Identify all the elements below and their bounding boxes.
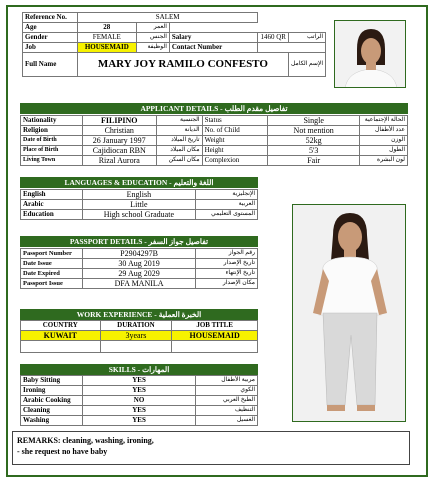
education-label: Education <box>21 210 83 220</box>
english-label: English <box>21 190 83 200</box>
skill-washing-ar: الغسيل <box>196 416 258 426</box>
applicant-details-table <box>20 115 408 166</box>
skill-ironing-ar: الكوي <box>196 386 258 396</box>
work-table <box>20 320 258 353</box>
town-label: Living Town <box>21 156 83 166</box>
languages-header: LANGUAGES & EDUCATION - اللغة والتعليم <box>20 177 258 188</box>
work-job: HOUSEMAID <box>172 331 258 341</box>
passport-issue-ar: مكان الإصدار <box>196 279 258 289</box>
date-expired-label: Date Expired <box>21 269 83 279</box>
ref-value: SALEM <box>77 13 258 23</box>
age-label: Age <box>23 23 78 33</box>
gender-label: Gender <box>23 33 78 43</box>
nationality-label: Nationality <box>21 116 83 126</box>
height-ar: الطول <box>359 146 407 156</box>
skill-cleaning-label: Cleaning <box>21 406 83 416</box>
pob-label: Place of Birth <box>21 146 83 156</box>
salary-ar: الراتب <box>288 33 325 43</box>
nationality-ar: الجنسية <box>156 116 202 126</box>
date-expired-ar: تاريخ الإنتهاء <box>196 269 258 279</box>
status-label: Status <box>202 116 268 126</box>
portrait-icon <box>335 21 406 88</box>
age-ar: العمر <box>136 23 169 33</box>
age-value: 28 <box>77 23 136 33</box>
religion-value: Christian <box>82 126 156 136</box>
skill-ironing-value: YES <box>82 386 195 396</box>
top-info-table <box>22 12 326 77</box>
name-ar: الإسم الكامل <box>288 53 325 77</box>
skill-cleaning-value: YES <box>82 406 195 416</box>
skill-washing-value: YES <box>82 416 195 426</box>
date-issue-value: 30 Aug 2019 <box>82 259 195 269</box>
arabic-ar: العربية <box>196 200 258 210</box>
work-country: KUWAIT <box>21 331 101 341</box>
status-value: Single <box>268 116 360 126</box>
remarks-line-2: - she request no have baby <box>17 447 108 456</box>
passport-number-ar: رقم الجواز <box>196 249 258 259</box>
town-ar: مكان السكن <box>156 156 202 166</box>
passport-issue-label: Passport Issue <box>21 279 83 289</box>
gender-ar: الجنس <box>136 33 169 43</box>
date-issue-ar: تاريخ الإصدار <box>196 259 258 269</box>
height-label: Height <box>202 146 268 156</box>
contact-value <box>258 43 326 53</box>
skills-header: SKILLS - المهارات <box>20 364 258 375</box>
dob-value: 26 January 1997 <box>82 136 156 146</box>
work-header: WORK EXPERIENCE - الخبرة العملية <box>20 309 258 320</box>
complexion-value: Fair <box>268 156 360 166</box>
job-ar: الوظيفة <box>136 43 169 53</box>
skill-arabic-cooking-value: NO <box>82 396 195 406</box>
skill-ironing-label: Ironing <box>21 386 83 396</box>
skill-washing-label: Washing <box>21 416 83 426</box>
dob-ar: تاريخ الميلاد <box>156 136 202 146</box>
skills-table <box>20 375 258 426</box>
languages-table <box>20 189 258 220</box>
work-col-job: JOB TITLE <box>172 321 258 331</box>
full-body-portrait-icon <box>293 205 406 422</box>
work-empty-2 <box>100 341 172 353</box>
gender-value: FEMALE <box>77 33 136 43</box>
job-value: HOUSEMAID <box>77 43 136 53</box>
children-ar: عدد الأطفال <box>359 126 407 136</box>
weight-ar: الوزن <box>359 136 407 146</box>
children-value: Not mention <box>268 126 360 136</box>
name-value: MARY JOY RAMILO CONFESTO <box>77 53 288 77</box>
skill-arabic-cooking-ar: الطبخ العربي <box>196 396 258 406</box>
passport-issue-value: DFA MANILA <box>82 279 195 289</box>
passport-table <box>20 248 258 289</box>
skill-cleaning-ar: التنظيف <box>196 406 258 416</box>
date-issue-label: Date Issue <box>21 259 83 269</box>
pob-value: Cajidiocan RBN <box>82 146 156 156</box>
work-col-duration: DURATION <box>100 321 172 331</box>
arabic-value: Little <box>82 200 196 210</box>
applicant-photo-small <box>334 20 406 88</box>
weight-label: Weight <box>202 136 268 146</box>
work-empty-1 <box>21 341 101 353</box>
english-value: English <box>82 190 196 200</box>
dob-label: Date of Birth <box>21 136 83 146</box>
passport-number-label: Passport Number <box>21 249 83 259</box>
skill-baby-sitting-ar: مربية الأطفال <box>196 376 258 386</box>
skill-baby-sitting-value: YES <box>82 376 195 386</box>
pob-ar: مكان الميلاد <box>156 146 202 156</box>
work-col-country: COUNTRY <box>21 321 101 331</box>
applicant-details-header: APPLICANT DETAILS - تفاصيل مقدم الطلب <box>20 103 408 114</box>
passport-header: PASSPORT DETAILS - تفاصيل جواز السفر <box>20 236 258 247</box>
remarks-box <box>12 431 410 465</box>
education-ar: المستوى التعليمي <box>196 210 258 220</box>
salary-label: Salary <box>169 33 258 43</box>
salary-value: 1460 QR <box>258 33 289 43</box>
ref-label: Reference No. <box>23 13 78 23</box>
work-duration: 3years <box>100 331 172 341</box>
name-label: Full Name <box>23 53 78 77</box>
height-value: 5'3 <box>268 146 360 156</box>
weight-value: 52kg <box>268 136 360 146</box>
complexion-label: Complexion <box>202 156 268 166</box>
town-value: Rizal Aurora <box>82 156 156 166</box>
nationality-value: FILIPINO <box>82 116 156 126</box>
passport-number-value: P2904297B <box>82 249 195 259</box>
complexion-ar: لون البشرة <box>359 156 407 166</box>
english-ar: الإنجليزية <box>196 190 258 200</box>
remarks-line-1: REMARKS: cleaning, washing, ironing, <box>17 436 154 445</box>
applicant-photo-full <box>292 204 406 422</box>
children-label: No. of Child <box>202 126 268 136</box>
skill-arabic-cooking-label: Arabic Cooking <box>21 396 83 406</box>
religion-label: Religion <box>21 126 83 136</box>
status-ar: الحالة الإجتماعية <box>359 116 407 126</box>
work-empty-3 <box>172 341 258 353</box>
date-expired-value: 29 Aug 2029 <box>82 269 195 279</box>
contact-label: Contact Number <box>169 43 258 53</box>
religion-ar: الديانة <box>156 126 202 136</box>
education-value: High school Graduate <box>82 210 196 220</box>
job-label: Job <box>23 43 78 53</box>
skill-baby-sitting-label: Baby Sitting <box>21 376 83 386</box>
arabic-label: Arabic <box>21 200 83 210</box>
